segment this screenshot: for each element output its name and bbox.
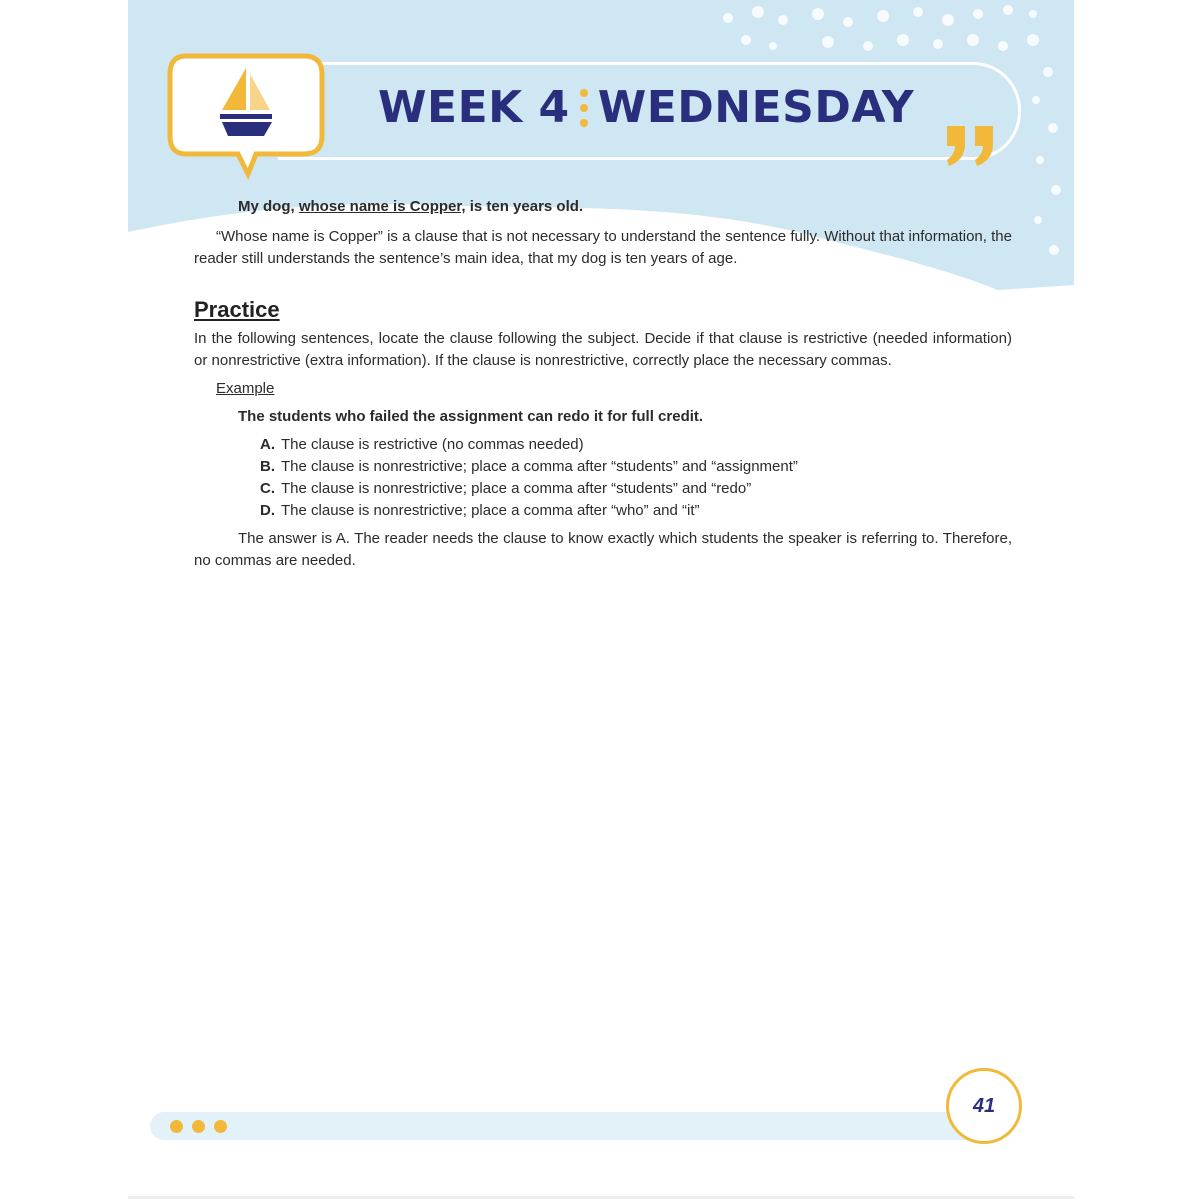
option-b: [260, 456, 1012, 478]
page-number: 41: [972, 1094, 996, 1117]
option-d: [260, 500, 1012, 522]
option-letter: C.: [260, 480, 275, 497]
workbook-page: [128, 0, 1074, 1199]
lesson-content: [194, 196, 1012, 572]
explanation-paragraph: “Whose name is Copper” is a clause that is not necessary to understand the sentence fully. Without that information, the reader still understands the sentence’s main idea, that my dog is ten years of age.: [194, 228, 1012, 267]
option-text: The clause is nonrestrictive; place a comma after “students” and “assignment”: [281, 458, 798, 475]
option-text: The clause is restrictive (no commas needed): [281, 436, 584, 453]
footer-dot: [170, 1120, 183, 1133]
option-text: The clause is nonrestrictive; place a comma after “students” and “redo”: [281, 480, 752, 497]
footer-dots: [170, 1120, 227, 1133]
option-a: [260, 434, 1012, 456]
practice-instructions: In the following sentences, locate the clause following the subject. Decide if that clause is restrictive (needed information) or nonrestrictive (extra information). If the clause is nonrestrictive, correctly place the necessary commas.: [194, 330, 1012, 369]
example-sentence-copper: [238, 196, 1012, 218]
example-question: The students who failed the assignment can redo it for full credit.: [238, 408, 704, 425]
title-separator: [580, 89, 588, 127]
footer-bar: [150, 1112, 980, 1140]
option-text: The clause is nonrestrictive; place a comma after “who” and “it”: [281, 502, 700, 519]
answer-options: [260, 434, 1012, 522]
title-day: WEDNESDAY: [597, 82, 915, 133]
example-text-after: is ten years old.: [465, 198, 584, 215]
title-week: WEEK 4: [378, 82, 570, 133]
page-number-badge: [946, 1068, 1022, 1144]
option-c: [260, 478, 1012, 500]
practice-heading: Practice: [194, 297, 280, 322]
option-letter: B.: [260, 458, 275, 475]
example-text-before: My dog,: [238, 198, 299, 215]
answer-paragraph: The answer is A. The reader needs the clause to know exactly which students the speaker is referring to. Therefore, no commas are needed.: [194, 530, 1012, 569]
sailboat-icon: [164, 50, 330, 180]
footer-dot: [192, 1120, 205, 1133]
option-letter: A.: [260, 436, 275, 453]
option-letter: D.: [260, 502, 275, 519]
quote-mark-icon: [943, 120, 1001, 170]
page-title: [378, 82, 914, 133]
example-clause-underlined: whose name is Copper,: [298, 198, 466, 215]
example-label: Example: [216, 380, 275, 397]
footer-dot: [214, 1120, 227, 1133]
